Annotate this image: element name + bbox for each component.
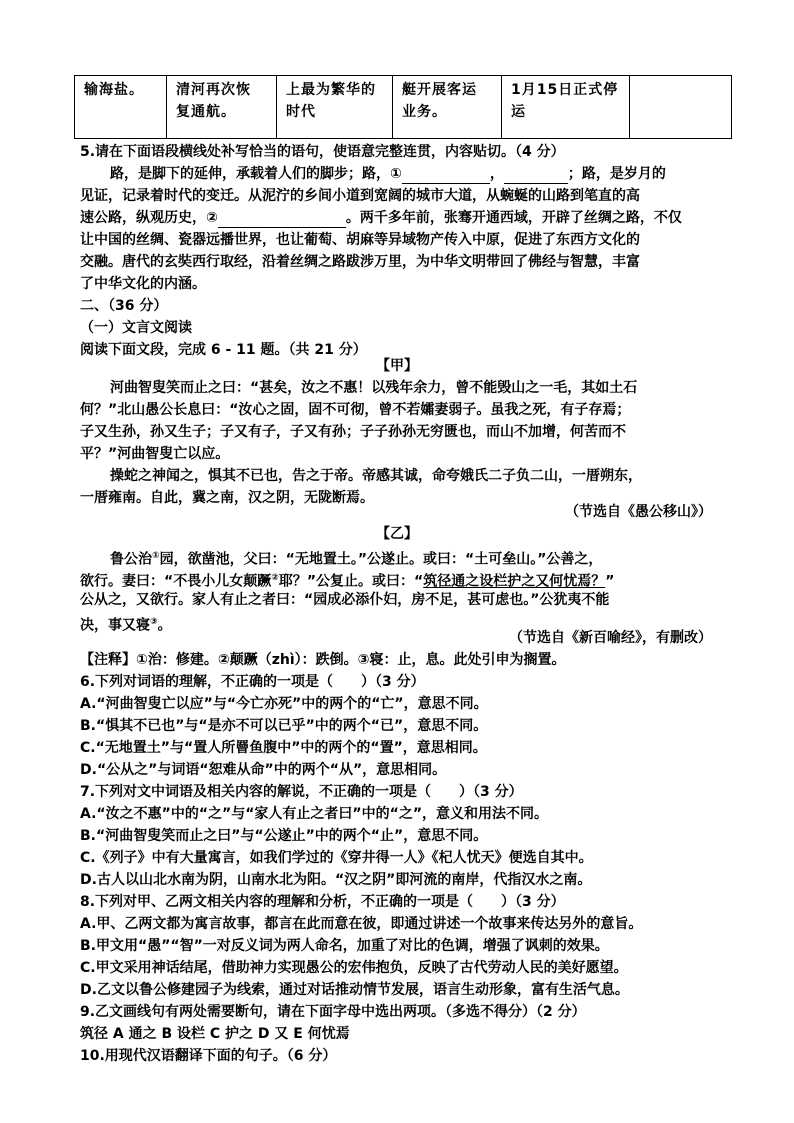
underlined-sentence: 筑径通之设栏护之又何忧焉？ [423, 573, 606, 590]
passage-jia-label: 【甲】 [376, 358, 418, 374]
cell-text: 复通航。 [176, 104, 236, 120]
footnote-mark: ① [152, 551, 160, 561]
question-10-title: 10.用现代汉语翻译下面的句子。（6 分） [80, 1048, 337, 1064]
cell-text: 运 [511, 104, 526, 120]
cell-text: 清河再次恢 [176, 82, 251, 98]
section-intro: 阅读下面文段，完成 6 - 11 题。（共 21 分） [80, 342, 367, 358]
option-c[interactable]: C.“无地置土”与“置人所罾鱼腹中”中的两个的“置”，意思相同。 [80, 740, 487, 756]
option-d[interactable]: D.古人以山北水南为阴，山南水北为阳。“汉之阴”即河流的南岸，代指汉水之南。 [80, 872, 592, 888]
passage-source: （节选自《愚公移山》） [565, 504, 712, 520]
cell-text: 上最为繁华的 [286, 82, 376, 98]
q5-text: ；路，是岁月的 [567, 166, 666, 182]
yi-text: 欲行。妻曰：“不畏小儿女颠蹶 [80, 573, 272, 590]
option-a[interactable]: A.甲、乙两文都为寓言故事，都言在此而意在彼，即通过讲述一个故事来传达另外的意旨。 [80, 916, 643, 932]
question-7-title: 7.下列对文中词语及相关内容的解说，不正确的一项是（ ）（3 分） [80, 784, 523, 800]
passage-line: 何？”北山愚公长息曰：“汝心之固，固不可彻，曾不若孀妻弱子。虽我之死，有子存焉； [80, 402, 631, 418]
table-cell [74, 76, 166, 138]
option-c[interactable]: C.甲文采用神话结尾，借助神力实现愚公的宏伟抱负，反映了古代劳动人民的美好愿望。 [80, 960, 628, 976]
passage-line [110, 546, 602, 570]
passage-line: 河曲智叟笑而止之曰：“甚矣，汝之不惠！以残年余力，曾不能毁山之一毛，其如土石 [110, 380, 638, 396]
option-b[interactable]: B.“河曲智叟笑而止之曰”与“公遂止”中的两个“止”，意思不同。 [80, 828, 488, 844]
table-cell [501, 76, 629, 138]
option-c[interactable]: C.《列子》中有大量寓言，如我们学过的《穿井得一人》《杞人忧天》便选自其中。 [80, 850, 593, 866]
yi-text: 决，事又寝 [80, 617, 150, 634]
footnote-mark: ② [271, 573, 279, 583]
q5-paragraph-line [110, 164, 666, 184]
table-cell [166, 76, 276, 138]
q5-paragraph-line [80, 208, 682, 228]
passage-line [80, 612, 172, 636]
q5-text: 路，是脚下的延伸，承载着人们的脚步；路，① [110, 166, 402, 182]
passage-line: 平？”河曲智叟亡以应。 [80, 446, 230, 462]
table-cell [629, 76, 732, 138]
passage-line: 操蛇之神闻之，惧其不已也，告之于帝。帝感其诚，命夸娥氏二子负二山，一厝朔东， [110, 468, 642, 484]
cell-text: 业务。 [402, 104, 447, 120]
passage-source: （节选自《新百喻经》，有删改） [509, 630, 712, 646]
q5-text: ， [489, 166, 504, 182]
passage-line: 一厝雍南。自此，冀之南，汉之阴，无陇断焉。 [80, 490, 374, 506]
section-title: 二、（36 分） [80, 298, 168, 314]
passage-notes: 【注释】①治：修建。②颠蹶（zhì）：跌倒。③寝：止，息。此处引申为搁置。 [80, 652, 566, 668]
yi-text: ” [605, 573, 615, 590]
q5-text: 。两千多年前，张骞开通西域，开辟了丝绸之路，不仅 [345, 210, 682, 226]
table-cell [276, 76, 392, 138]
footnote-mark: ③ [150, 617, 158, 627]
question-9-title: 9.乙文画线句有两处需要断句，请在下面字母中选出两项。（多选不得分）（2 分） [80, 1004, 586, 1020]
question-8-title: 8.下列对甲、乙两文相关内容的理解和分析，不正确的一项是（ ）（3 分） [80, 894, 565, 910]
section-subtitle: （一）文言文阅读 [80, 320, 192, 336]
option-b[interactable]: B.“惧其不已也”与“是亦不可以已乎”中的两个“已”，意思不同。 [80, 718, 488, 734]
cell-text: 输海盐。 [84, 82, 144, 98]
passage-yi-label: 【乙】 [376, 526, 418, 542]
q5-paragraph-line: 了中华文化的内涵。 [80, 276, 206, 292]
q5-text: 速公路，纵观历史，② [80, 210, 218, 226]
option-a[interactable]: A.“汝之不惠”中的“之”与“家人有止之者曰”中的“之”，意义和用法不同。 [80, 806, 549, 822]
q5-paragraph-line: 交融。唐代的玄奘西行取经，沿着丝绸之路跋涉万里，为中华文明带回了佛经与智慧，丰富 [80, 254, 640, 270]
question-9-choices[interactable]: 筑径 A 通之 B 设栏 C 护之 D 又 E 何忧焉 [80, 1026, 350, 1042]
passage-line: 公从之，又欲行。家人有止之者曰：“园成必添仆妇，房不足，甚可虑也。”公犹夷不能 [80, 592, 610, 608]
cell-text: 1月15日正式停 [511, 82, 619, 98]
question-5-title: 5.请在下面语段横线处补写恰当的语句，使语意完整连贯，内容贴切。（4 分） [80, 144, 565, 160]
option-b[interactable]: B.甲文用“愚”“智”一对反义词为两人命名，加重了对比的色调，增强了讽刺的效果。 [80, 938, 609, 954]
option-d[interactable]: D.乙文以鲁公修建园子为线索，通过对话推动情节发展，语言生动形象，富有生活气息。 [80, 982, 629, 998]
answer-blank-1b[interactable] [504, 168, 568, 184]
q5-paragraph-line: 见证，记录着时代的变迁。从泥泞的乡间小道到宽阔的城市大道，从蜿蜒的山路到笔直的高 [80, 188, 640, 204]
table-row [74, 75, 732, 139]
answer-blank-1a[interactable] [402, 168, 490, 184]
cell-text: 艇开展客运 [402, 82, 477, 98]
q5-paragraph-line: 让中国的丝绸、瓷器远播世界，也让葡萄、胡麻等异域物产传入中原，促进了东西方文化的 [80, 232, 640, 248]
yi-text: 园，欲凿池，父曰：“无地置土。”公遂止。或曰：“土可垒山。”公善之， [159, 551, 603, 568]
table-cell [392, 76, 501, 138]
answer-blank-2[interactable] [218, 212, 346, 228]
yi-text: 鲁公治 [110, 551, 152, 568]
option-a[interactable]: A.“河曲智叟亡以应”与“今亡亦死”中的两个的“亡”，意思不同。 [80, 696, 488, 712]
passage-line: 子又生孙，孙又生子；子又有子，子又有孙；子子孙孙无穷匮也，而山不加增，何苦而不 [80, 424, 626, 440]
yi-text: 。 [157, 617, 172, 634]
yi-text: 耶？”公复止。或曰：“ [278, 573, 424, 590]
passage-line [80, 568, 614, 592]
cell-text: 时代 [286, 104, 316, 120]
question-6-title: 6.下列对词语的理解，不正确的一项是（ ）（3 分） [80, 674, 425, 690]
option-d[interactable]: D.“公从之”与词语“恕难从命”中的两个“从”，意思相同。 [80, 762, 447, 778]
